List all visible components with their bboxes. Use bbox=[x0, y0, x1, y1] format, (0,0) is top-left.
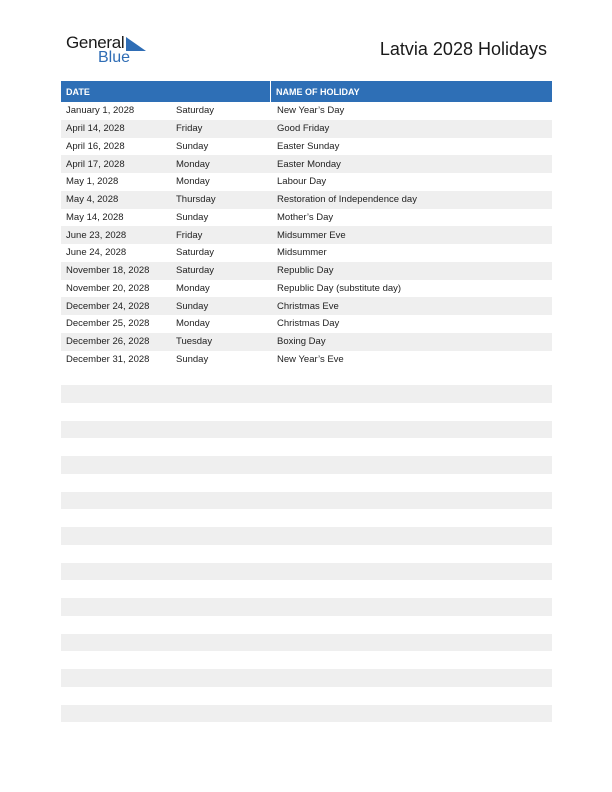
holiday-name: Midsummer bbox=[277, 247, 327, 259]
holiday-name: Easter Sunday bbox=[277, 140, 340, 152]
holiday-date: November 18, 2028 bbox=[66, 265, 150, 277]
holiday-weekday: Friday bbox=[176, 229, 203, 241]
holiday-date: December 26, 2028 bbox=[66, 336, 150, 348]
holiday-name: Labour Day bbox=[277, 176, 327, 188]
holiday-date: June 24, 2028 bbox=[66, 247, 127, 259]
holiday-date: December 25, 2028 bbox=[66, 318, 150, 330]
holiday-date: November 20, 2028 bbox=[66, 282, 150, 294]
holidays-table bbox=[61, 81, 552, 368]
empty-row bbox=[61, 527, 552, 545]
holiday-name: Boxing Day bbox=[277, 336, 326, 348]
table-body bbox=[61, 102, 552, 368]
table-row bbox=[61, 209, 552, 227]
table-row bbox=[61, 244, 552, 262]
holiday-date: May 14, 2028 bbox=[66, 211, 124, 223]
holiday-name: Easter Monday bbox=[277, 158, 341, 170]
holiday-weekday: Thursday bbox=[176, 194, 216, 206]
holiday-name: Republic Day (substitute day) bbox=[277, 282, 402, 294]
holiday-name: Christmas Day bbox=[277, 318, 340, 330]
logo-general-text: General bbox=[66, 33, 125, 52]
holiday-date: January 1, 2028 bbox=[66, 105, 135, 117]
holiday-weekday: Monday bbox=[176, 282, 210, 294]
holiday-weekday: Sunday bbox=[176, 353, 209, 365]
generalblue-logo bbox=[66, 33, 156, 69]
table-row bbox=[61, 120, 552, 138]
table-row bbox=[61, 297, 552, 315]
logo-blue-text: Blue bbox=[98, 49, 131, 66]
table-row bbox=[61, 138, 552, 156]
holiday-weekday: Monday bbox=[176, 158, 210, 170]
holiday-weekday: Sunday bbox=[176, 300, 209, 312]
empty-row bbox=[61, 492, 552, 510]
holiday-weekday: Sunday bbox=[176, 140, 209, 152]
holiday-date: April 14, 2028 bbox=[66, 123, 125, 135]
holiday-weekday: Monday bbox=[176, 318, 210, 330]
holiday-date: April 17, 2028 bbox=[66, 158, 125, 170]
holiday-date: June 23, 2028 bbox=[66, 229, 127, 241]
table-row bbox=[61, 191, 552, 209]
holiday-weekday: Saturday bbox=[176, 265, 215, 277]
table-row bbox=[61, 351, 552, 369]
empty-row bbox=[61, 563, 552, 581]
holiday-name: New Year’s Eve bbox=[277, 353, 344, 365]
table-header bbox=[61, 81, 552, 102]
holiday-weekday: Friday bbox=[176, 123, 203, 135]
table-row bbox=[61, 226, 552, 244]
holiday-weekday: Sunday bbox=[176, 211, 209, 223]
empty-table-rows bbox=[61, 385, 552, 740]
holiday-weekday: Saturday bbox=[176, 247, 215, 259]
holiday-name: Mother’s Day bbox=[277, 211, 334, 223]
header-date: DATE bbox=[61, 81, 271, 102]
table-row bbox=[61, 102, 552, 120]
holiday-name: Republic Day bbox=[277, 265, 334, 277]
holiday-name: New Year’s Day bbox=[277, 105, 345, 117]
empty-row bbox=[61, 669, 552, 687]
holiday-date: May 1, 2028 bbox=[66, 176, 119, 188]
empty-row bbox=[61, 634, 552, 652]
holiday-weekday: Monday bbox=[176, 176, 210, 188]
empty-row bbox=[61, 385, 552, 403]
header-holiday-name: NAME OF HOLIDAY bbox=[276, 86, 360, 97]
page-title: Latvia 2028 Holidays bbox=[379, 39, 547, 59]
empty-row bbox=[61, 705, 552, 723]
table-row bbox=[61, 262, 552, 280]
table-row bbox=[61, 155, 552, 173]
holiday-name: Midsummer Eve bbox=[277, 229, 346, 241]
holiday-date: December 31, 2028 bbox=[66, 353, 150, 365]
holiday-name: Restoration of Independence day bbox=[277, 194, 417, 206]
table-row bbox=[61, 315, 552, 333]
empty-row bbox=[61, 598, 552, 616]
holiday-weekday: Saturday bbox=[176, 105, 215, 117]
table-row bbox=[61, 333, 552, 351]
empty-row bbox=[61, 456, 552, 474]
holiday-date: May 4, 2028 bbox=[66, 194, 119, 206]
holiday-weekday: Tuesday bbox=[176, 336, 213, 348]
holiday-name: Christmas Eve bbox=[277, 300, 339, 312]
empty-row bbox=[61, 421, 552, 439]
holiday-date: April 16, 2028 bbox=[66, 140, 125, 152]
table-row bbox=[61, 280, 552, 298]
holiday-date: December 24, 2028 bbox=[66, 300, 150, 312]
table-row bbox=[61, 173, 552, 191]
holiday-name: Good Friday bbox=[277, 123, 330, 135]
